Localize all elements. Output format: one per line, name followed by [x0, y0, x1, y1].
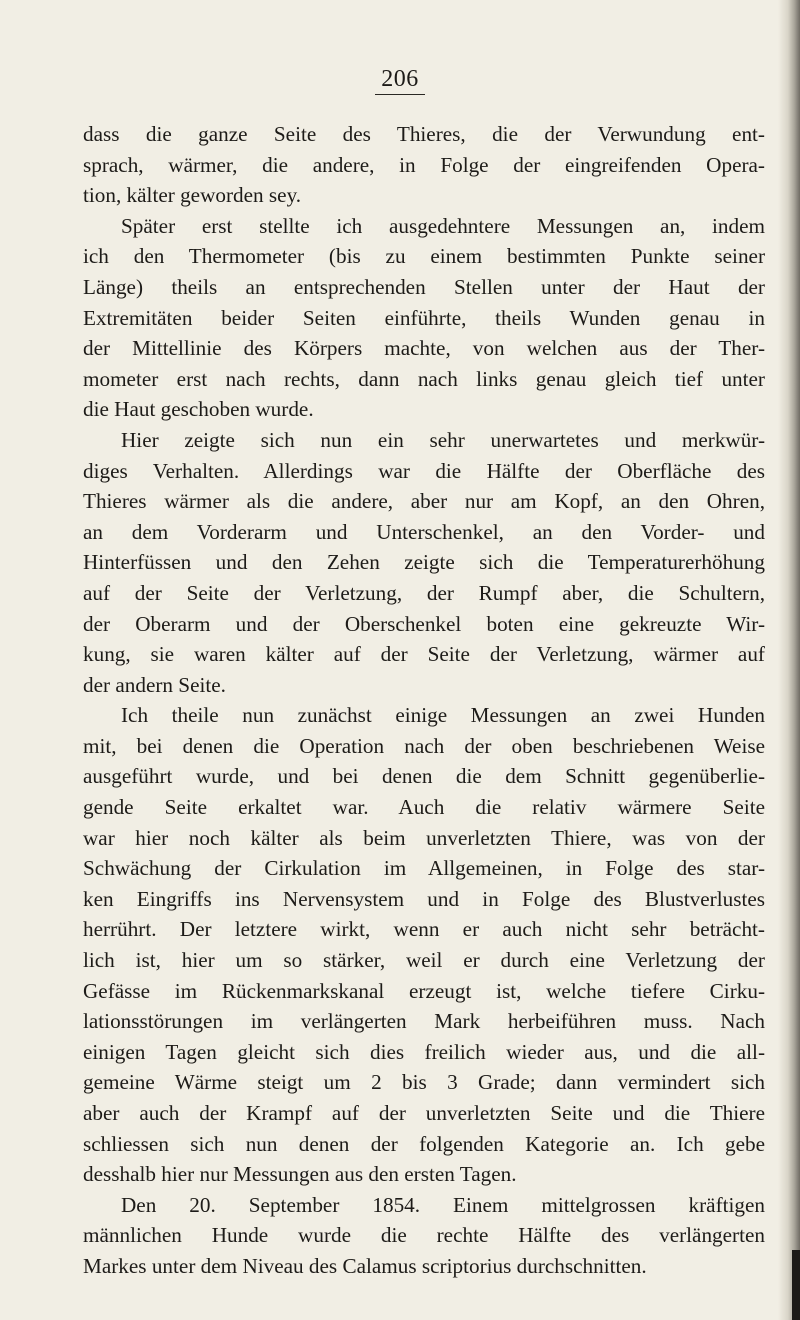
binding-edge: [792, 1250, 800, 1320]
text-line: an dem Vorderarm und Unterschenkel, an den Vorder- und: [83, 519, 765, 544]
book-spine-shadow: [778, 0, 800, 1320]
text-line: männlichen Hunde wurde die rechte Hälfte des verlängerten: [83, 1223, 765, 1248]
text-line: gende Seite erkaltet war. Auch die relativ wärmere Seite: [83, 795, 765, 820]
text-line: herrührt. Der letztere wirkt, wenn er auch nicht sehr beträcht-: [83, 917, 765, 942]
text-line: tion, kälter geworden sey.: [83, 183, 302, 208]
text-line: Extremitäten beider Seiten einführte, theils Wunden genau in: [83, 305, 765, 330]
text-line: ken Eingriffs ins Nervensystem und in Folge des Blustverlustes: [83, 886, 765, 911]
text-line: aber auch der Krampf auf der unverletzten Seite und die Thiere: [83, 1101, 765, 1125]
text-line: Schwächung der Cirkulation im Allgemeinen, in Folge des star-: [83, 856, 765, 881]
text-line: der Oberarm und der Oberschenkel boten eine gekreuzte Wir-: [83, 611, 765, 636]
text-line: Ich theile nun zunächst einige Messungen an zwei Hunden: [121, 703, 765, 728]
text-line: Hinterfüssen und den Zehen zeigte sich die Temperaturerhöhung: [83, 550, 765, 575]
text-line: lich ist, hier um so stärker, weil er durch eine Verletzung der: [83, 948, 765, 973]
text-line: Hier zeigte sich nun ein sehr unerwartetes und merkwür-: [121, 427, 765, 452]
text-line: mit, bei denen die Operation nach der oben beschriebenen Weise: [83, 733, 765, 758]
text-line: der Mittellinie des Körpers machte, von welchen aus der Ther-: [83, 336, 765, 361]
text-line: dass die ganze Seite des Thieres, die der Verwundung ent-: [83, 122, 765, 146]
page-number: 206: [0, 66, 800, 93]
text-line: sprach, wärmer, die andere, in Folge der eingreifenden Opera-: [83, 152, 765, 177]
text-line: Thieres wärmer als die andere, aber nur am Kopf, an den Ohren,: [83, 489, 765, 514]
text-line: desshalb hier nur Messungen aus den ersten Tagen.: [83, 1162, 517, 1187]
text-line: schliessen sich nun denen der folgenden Kategorie an. Ich gebe: [83, 1131, 765, 1156]
text-line: war hier noch kälter als beim unverletzten Thiere, was von der: [83, 825, 765, 850]
text-line: Gefässe im Rückenmarkskanal erzeugt ist, welche tiefere Cirku-: [83, 978, 765, 1003]
text-line: Markes unter dem Niveau des Calamus scriptorius durchschnitten.: [83, 1253, 647, 1278]
body-text: [83, 119, 765, 1282]
text-line: diges Verhalten. Allerdings war die Hälfte der Oberfläche des: [83, 458, 765, 483]
text-line: mometer erst nach rechts, dann nach links genau gleich tief unter: [83, 366, 765, 391]
text-line: die Haut geschoben wurde.: [83, 397, 314, 422]
text-line: einigen Tagen gleicht sich dies freilich wieder aus, und die all-: [83, 1039, 765, 1064]
text-line: kung, sie waren kälter auf der Seite der Verletzung, wärmer auf: [83, 642, 765, 667]
text-line: der andern Seite.: [83, 672, 226, 697]
text-line: gemeine Wärme steigt um 2 bis 3 Grade; dann vermindert sich: [83, 1070, 765, 1095]
text-line: ich den Thermometer (bis zu einem bestimmten Punkte seiner: [83, 244, 765, 269]
text-line: Später erst stellte ich ausgedehntere Messungen an, indem: [121, 213, 765, 238]
text-line: Länge) theils an entsprechenden Stellen unter der Haut der: [83, 274, 765, 299]
text-line: auf der Seite der Verletzung, der Rumpf aber, die Schultern,: [83, 580, 765, 605]
text-line: lationsstörungen im verlängerten Mark herbeiführen muss. Nach: [83, 1009, 765, 1034]
text-line: ausgeführt wurde, und bei denen die dem Schnitt gegenüberlie-: [83, 764, 765, 789]
text-line: Den 20. September 1854. Einem mittelgrossen kräftigen: [121, 1192, 765, 1217]
